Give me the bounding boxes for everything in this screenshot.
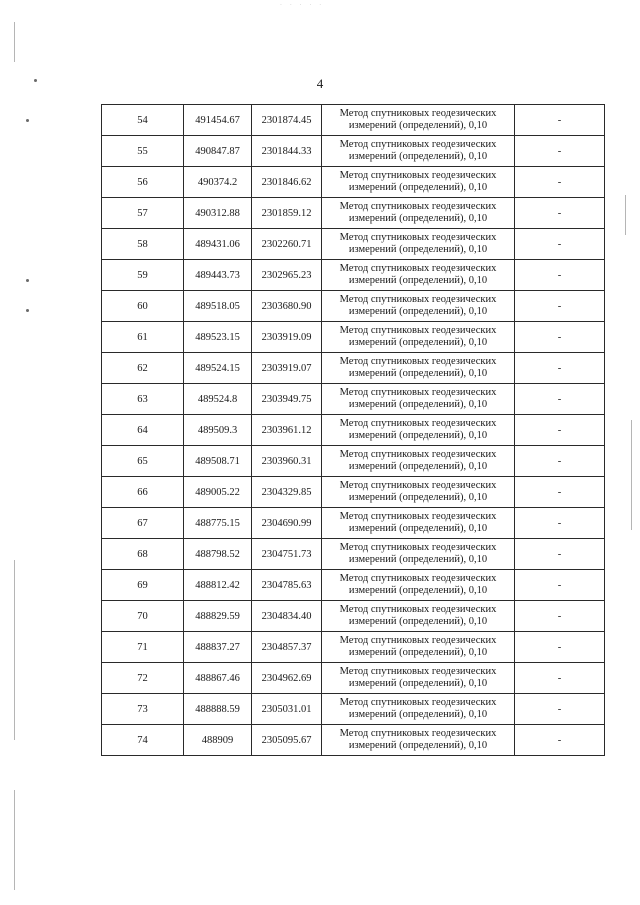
method-cell [322,353,515,384]
method-text-line-2: измерений (определений), 0,10 [348,523,488,534]
right-edge-line [625,195,626,235]
method-text-line-2: измерений (определений), 0,10 [348,182,488,193]
x-coordinate-cell: 489523.15 [184,322,252,353]
method-text-line-1: Метод спутниковых геодезических [339,635,497,646]
note-cell: - [515,167,605,198]
scan-noise: · · · · · [280,2,325,9]
method-text-line-2: измерений (определений), 0,10 [348,244,488,255]
point-number-cell: 64 [102,415,184,446]
method-text-line-2: измерений (определений), 0,10 [348,585,488,596]
method-text-line-2: измерений (определений), 0,10 [348,151,488,162]
x-coordinate-cell: 490847.87 [184,136,252,167]
scan-speck [26,309,29,312]
x-coordinate-cell: 488867.46 [184,663,252,694]
note-cell: - [515,136,605,167]
method-text-line-2: измерений (определений), 0,10 [348,337,488,348]
method-text-line-2: измерений (определений), 0,10 [348,616,488,627]
point-number-cell: 67 [102,508,184,539]
point-number-cell: 72 [102,663,184,694]
method-text-line-1: Метод спутниковых геодезических [339,480,497,491]
y-coordinate-cell: 2303960.31 [252,446,322,477]
point-number-cell: 73 [102,694,184,725]
x-coordinate-cell: 488829.59 [184,601,252,632]
method-text-line-2: измерений (определений), 0,10 [348,430,488,441]
method-text-line-2: измерений (определений), 0,10 [348,213,488,224]
point-number-cell: 54 [102,105,184,136]
note-cell: - [515,229,605,260]
note-cell: - [515,539,605,570]
method-text-line-2: измерений (определений), 0,10 [348,740,488,751]
method-text-line-1: Метод спутниковых геодезических [339,356,497,367]
method-text-line-1: Метод спутниковых геодезических [339,108,497,119]
point-number-cell: 59 [102,260,184,291]
x-coordinate-cell: 490374.2 [184,167,252,198]
table-row [102,229,605,260]
coordinates-table [101,104,605,756]
y-coordinate-cell: 2304690.99 [252,508,322,539]
method-text-line-1: Метод спутниковых геодезических [339,387,497,398]
y-coordinate-cell: 2301874.45 [252,105,322,136]
point-number-cell: 70 [102,601,184,632]
method-text-line-1: Метод спутниковых геодезических [339,449,497,460]
x-coordinate-cell: 489524.8 [184,384,252,415]
method-cell [322,291,515,322]
note-cell: - [515,198,605,229]
table-row [102,663,605,694]
x-coordinate-cell: 488775.15 [184,508,252,539]
note-cell: - [515,508,605,539]
table-row [102,384,605,415]
y-coordinate-cell: 2303919.09 [252,322,322,353]
y-coordinate-cell: 2302260.71 [252,229,322,260]
note-cell: - [515,725,605,756]
method-cell [322,167,515,198]
note-cell: - [515,663,605,694]
method-text-line-1: Метод спутниковых геодезических [339,604,497,615]
point-number-cell: 71 [102,632,184,663]
y-coordinate-cell: 2305031.01 [252,694,322,725]
x-coordinate-cell: 489443.73 [184,260,252,291]
point-number-cell: 66 [102,477,184,508]
table-row [102,725,605,756]
method-text-line-1: Метод спутниковых геодезических [339,201,497,212]
method-text-line-1: Метод спутниковых геодезических [339,139,497,150]
point-number-cell: 55 [102,136,184,167]
table-row [102,446,605,477]
point-number-cell: 60 [102,291,184,322]
method-text-line-1: Метод спутниковых геодезических [339,170,497,181]
method-cell [322,601,515,632]
point-number-cell: 74 [102,725,184,756]
y-coordinate-cell: 2303961.12 [252,415,322,446]
method-text-line-1: Метод спутниковых геодезических [339,573,497,584]
table-row [102,260,605,291]
right-edge-line [631,420,632,530]
point-number-cell: 65 [102,446,184,477]
x-coordinate-cell: 488837.27 [184,632,252,663]
method-text-line-1: Метод спутниковых геодезических [339,418,497,429]
table-row [102,105,605,136]
note-cell: - [515,601,605,632]
method-text-line-1: Метод спутниковых геодезических [339,294,497,305]
y-coordinate-cell: 2301846.62 [252,167,322,198]
point-number-cell: 61 [102,322,184,353]
coordinates-table-body [102,105,605,756]
method-cell [322,384,515,415]
note-cell: - [515,477,605,508]
method-cell [322,446,515,477]
x-coordinate-cell: 488798.52 [184,539,252,570]
y-coordinate-cell: 2303949.75 [252,384,322,415]
method-text-line-2: измерений (определений), 0,10 [348,647,488,658]
note-cell: - [515,322,605,353]
method-cell [322,198,515,229]
point-number-cell: 57 [102,198,184,229]
note-cell: - [515,446,605,477]
y-coordinate-cell: 2305095.67 [252,725,322,756]
method-cell [322,694,515,725]
point-number-cell: 58 [102,229,184,260]
scan-speck [26,279,29,282]
method-cell [322,632,515,663]
x-coordinate-cell: 488888.59 [184,694,252,725]
x-coordinate-cell: 491454.67 [184,105,252,136]
method-cell [322,508,515,539]
method-cell [322,415,515,446]
scan-speck [26,119,29,122]
table-row [102,570,605,601]
note-cell: - [515,384,605,415]
method-text-line-2: измерений (определений), 0,10 [348,461,488,472]
y-coordinate-cell: 2304329.85 [252,477,322,508]
y-coordinate-cell: 2303919.07 [252,353,322,384]
x-coordinate-cell: 489508.71 [184,446,252,477]
method-text-line-1: Метод спутниковых геодезических [339,542,497,553]
x-coordinate-cell: 488812.42 [184,570,252,601]
table-row [102,601,605,632]
point-number-cell: 62 [102,353,184,384]
left-edge-line [14,22,15,62]
note-cell: - [515,260,605,291]
table-row [102,167,605,198]
y-coordinate-cell: 2304785.63 [252,570,322,601]
method-cell [322,136,515,167]
x-coordinate-cell: 489431.06 [184,229,252,260]
method-cell [322,663,515,694]
method-cell [322,539,515,570]
table-row [102,632,605,663]
x-coordinate-cell: 489509.3 [184,415,252,446]
method-text-line-1: Метод спутниковых геодезических [339,232,497,243]
method-text-line-2: измерений (определений), 0,10 [348,368,488,379]
table-row [102,291,605,322]
table-row [102,353,605,384]
note-cell: - [515,632,605,663]
method-text-line-1: Метод спутниковых геодезических [339,728,497,739]
method-text-line-1: Метод спутниковых геодезических [339,511,497,522]
page-number: 4 [316,76,324,91]
x-coordinate-cell: 488909 [184,725,252,756]
method-text-line-1: Метод спутниковых геодезических [339,666,497,677]
method-text-line-2: измерений (определений), 0,10 [348,399,488,410]
method-cell [322,570,515,601]
method-text-line-1: Метод спутниковых геодезических [339,697,497,708]
method-text-line-2: измерений (определений), 0,10 [348,678,488,689]
table-row [102,477,605,508]
method-text-line-1: Метод спутниковых геодезических [339,325,497,336]
y-coordinate-cell: 2301844.33 [252,136,322,167]
table-row [102,415,605,446]
y-coordinate-cell: 2303680.90 [252,291,322,322]
point-number-cell: 56 [102,167,184,198]
note-cell: - [515,105,605,136]
method-cell [322,260,515,291]
x-coordinate-cell: 489005.22 [184,477,252,508]
table-row [102,198,605,229]
left-edge-line [14,790,15,890]
method-cell [322,322,515,353]
method-cell [322,105,515,136]
left-edge-line [14,560,15,740]
y-coordinate-cell: 2304857.37 [252,632,322,663]
point-number-cell: 68 [102,539,184,570]
note-cell: - [515,415,605,446]
method-cell [322,229,515,260]
table-row [102,539,605,570]
method-text-line-1: Метод спутниковых геодезических [339,263,497,274]
table-row [102,136,605,167]
table-row [102,508,605,539]
y-coordinate-cell: 2304751.73 [252,539,322,570]
y-coordinate-cell: 2301859.12 [252,198,322,229]
method-text-line-2: измерений (определений), 0,10 [348,492,488,503]
method-cell [322,477,515,508]
method-text-line-2: измерений (определений), 0,10 [348,554,488,565]
x-coordinate-cell: 490312.88 [184,198,252,229]
method-text-line-2: измерений (определений), 0,10 [348,709,488,720]
y-coordinate-cell: 2304834.40 [252,601,322,632]
method-cell [322,725,515,756]
y-coordinate-cell: 2302965.23 [252,260,322,291]
note-cell: - [515,694,605,725]
note-cell: - [515,291,605,322]
x-coordinate-cell: 489524.15 [184,353,252,384]
method-text-line-2: измерений (определений), 0,10 [348,275,488,286]
note-cell: - [515,353,605,384]
x-coordinate-cell: 489518.05 [184,291,252,322]
point-number-cell: 69 [102,570,184,601]
table-row [102,322,605,353]
table-row [102,694,605,725]
point-number-cell: 63 [102,384,184,415]
method-text-line-2: измерений (определений), 0,10 [348,120,488,131]
note-cell: - [515,570,605,601]
y-coordinate-cell: 2304962.69 [252,663,322,694]
method-text-line-2: измерений (определений), 0,10 [348,306,488,317]
